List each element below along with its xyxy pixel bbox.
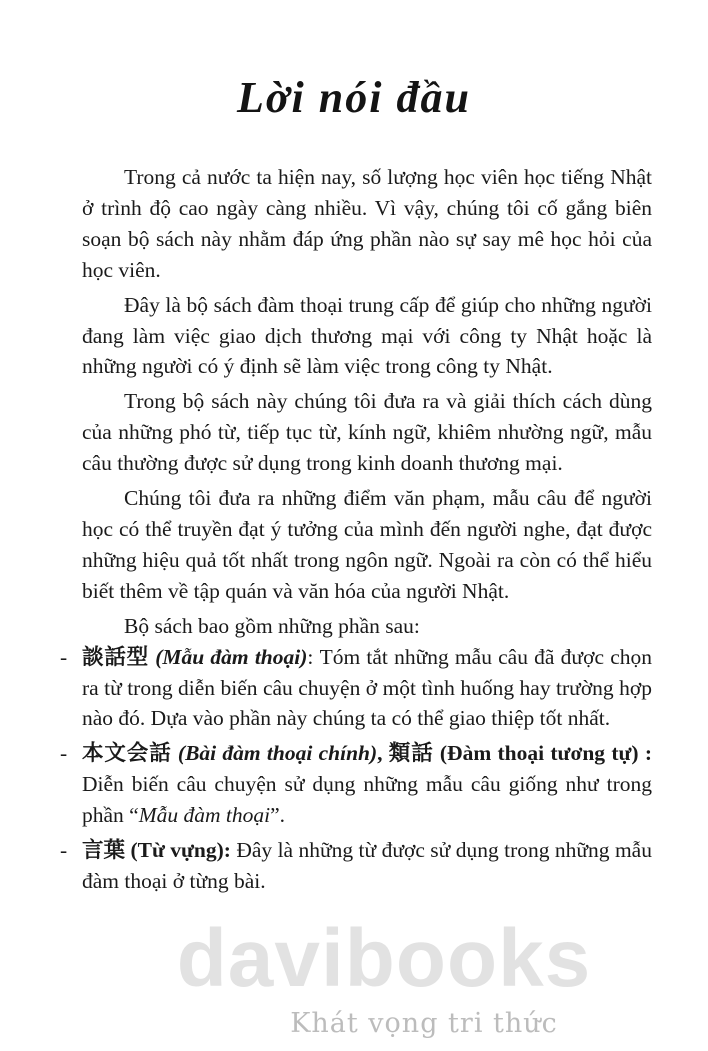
item-vi-term: (Mẫu đàm thoại) xyxy=(155,644,308,669)
list-dash: - xyxy=(60,644,68,669)
item-jp-term: 本文会話 xyxy=(82,741,172,766)
body-text xyxy=(60,162,652,901)
list-item-vocabulary xyxy=(60,835,652,897)
paragraph-3: Trong bộ sách này chúng tôi đưa ra và giải thích cách dùng của những phó từ, tiếp tục từ, kính ngữ, khiêm nhường ngữ, mẫu câu thường được sử dụng trong kinh doanh thương mại. xyxy=(82,389,652,476)
item-end: ”. xyxy=(270,803,286,828)
item-jp-term: 談話型 xyxy=(82,644,149,669)
item-description: Diễn biến câu chuyện sử dụng những mẫu câu giống như trong phần “ xyxy=(82,772,652,828)
list-item-main-dialogue xyxy=(60,738,652,831)
paragraph-4: Chúng tôi đưa ra những điểm văn phạm, mẫu câu để người học có thể truyền đạt ý tưởng của mình đến người nghe, đạt được những hiệu quả tốt nhất trong ngôn ngữ. Ngoài ra còn có thể hiểu biết thêm về tập quán và văn hóa của người Nhật. xyxy=(82,486,652,603)
contents-intro: Bộ sách bao gồm những phần sau: xyxy=(124,613,420,638)
item-vi-term: (Bài đàm thoại chính) xyxy=(177,741,378,766)
paragraph-1: Trong cả nước ta hiện nay, số lượng học viên học tiếng Nhật ở trình độ cao ngày càng nhiều. Vì vậy, chúng tôi cố gắng biên soạn bộ sách này nhằm đáp ứng phần nào sự say mê học hỏi của học viên. xyxy=(82,165,652,282)
list-dash: - xyxy=(60,741,68,766)
watermark-brand: davibooks xyxy=(176,913,592,1004)
list-dash: - xyxy=(60,838,68,863)
paragraph-2: Đây là bộ sách đàm thoại trung cấp để giúp cho những người đang làm việc giao dịch thương mại với công ty Nhật hoặc là những người có ý định sẽ làm việc trong công ty Nhật. xyxy=(82,292,652,379)
item-jp-term-2: 類話 xyxy=(388,741,434,766)
item-vi-term-2: (Đàm thoại tương tự) : xyxy=(439,741,652,766)
page-title: Lời nói đầu xyxy=(237,73,471,122)
item-vi-term: (Từ vựng): xyxy=(130,838,231,863)
watermark-slogan: Khát vọng tri thức xyxy=(290,1008,558,1039)
item-jp-term: 言葉 xyxy=(82,838,126,863)
item-separator: , xyxy=(377,741,383,766)
item-reference: Mẫu đàm thoại xyxy=(138,803,271,828)
item-description: : Tóm tắt những mẫu câu đã được chọn ra từ trong diễn biến câu chuyện ở một tình huống hay trường hợp nào đó. Dựa vào phần này chúng ta có thể giao thiệp tốt nhất. xyxy=(82,644,652,731)
item-description: Đây là những từ được sử dụng trong những mẫu đàm thoại ở từng bài. xyxy=(82,838,652,893)
list-item-dialogue-pattern xyxy=(60,642,652,735)
